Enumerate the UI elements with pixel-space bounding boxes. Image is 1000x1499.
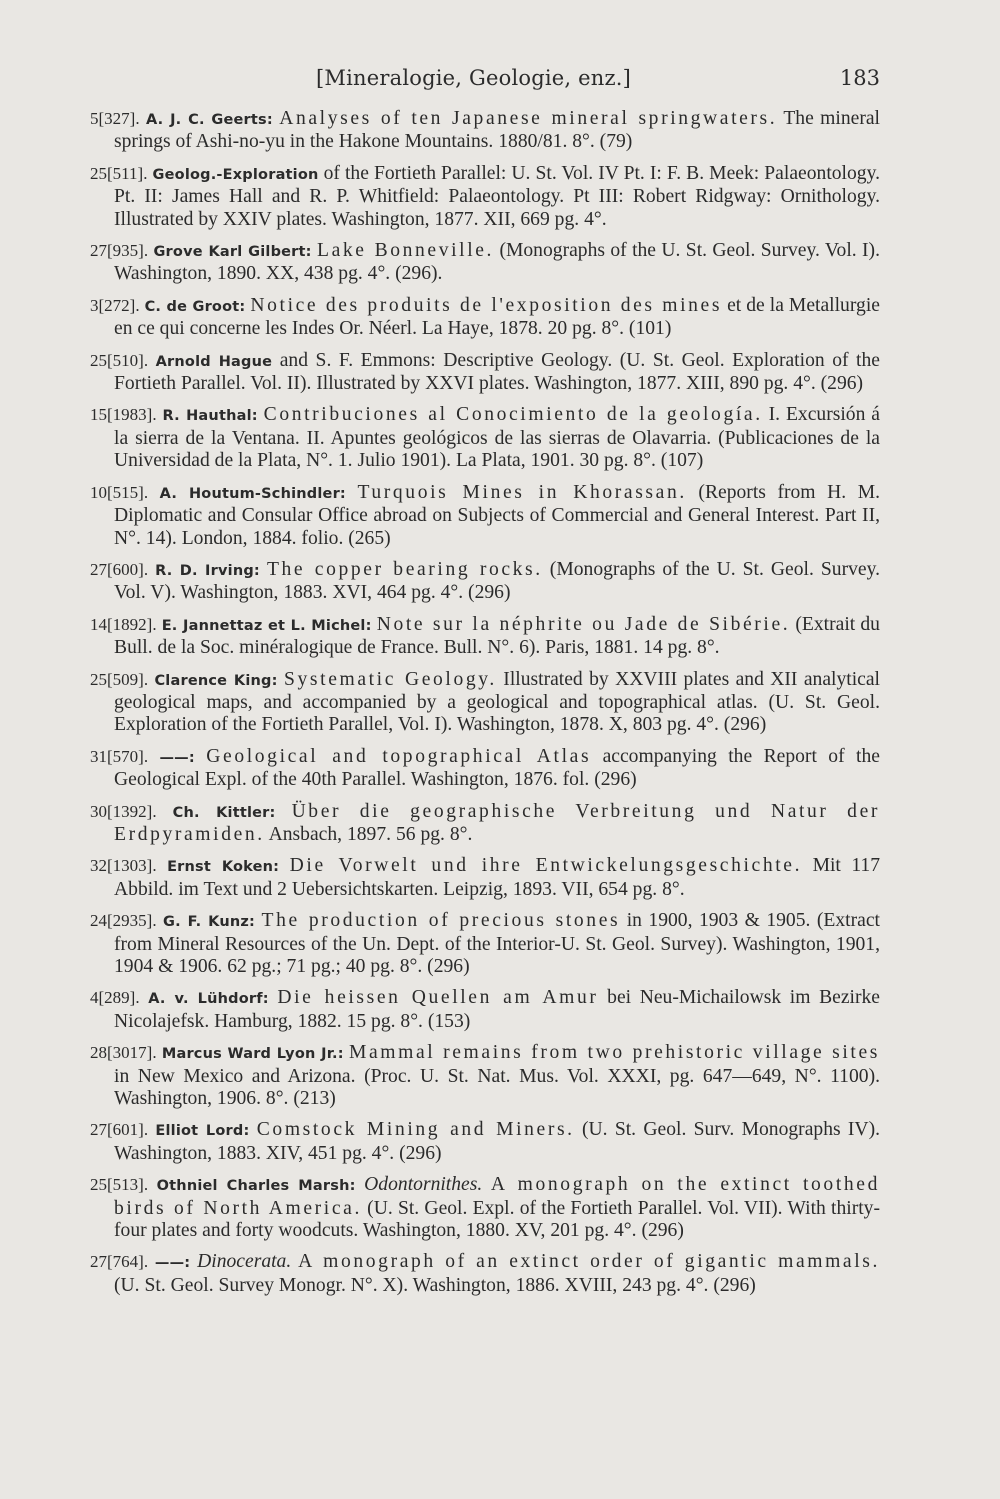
entry-author: A. Houtum-Schindler: [159, 485, 346, 502]
entry-italic-title: Odontornithes. [364, 1174, 483, 1196]
bibliography-entry [90, 163, 880, 231]
entry-details: in New Mexico and Arizona. (Proc. U. St. Nat. Mus. Vol. XXXI, pg. 647—649, N°. 1100). Washington, 1906. 8°. (213) [114, 1065, 880, 1110]
entry-author: ——: [154, 1255, 191, 1272]
bibliography-entry [90, 801, 880, 847]
entry-code: 30[1392]. [90, 801, 157, 821]
bibliography-entry [90, 108, 880, 154]
entry-author: Marcus Ward Lyon Jr.: [161, 1046, 344, 1063]
entry-details: Mit 117 Abbild. im Text und 2 Uebersichtskarten. Leipzig, 1893. VII, 654 pg. 8°. [114, 855, 881, 900]
entry-code: 27[935]. [90, 241, 149, 261]
entry-details: The mineral springs of Ashi-no-yu in the Hakone Mountains. 1880/81. 8°. (79) [114, 108, 880, 153]
entry-author: R. Hauthal: [162, 408, 258, 425]
entry-author: A. v. Lühdorf: [148, 991, 269, 1008]
entry-code: 3[272]. [90, 295, 140, 315]
entry-spaced-title: Note sur la néphrite ou Jade de Sibérie. [376, 613, 791, 635]
entry-spaced-title: A monograph of an extinct order of gigantic mammals. [298, 1251, 880, 1273]
entry-spaced-title: Contribuciones al Conocimiento de la geología. [263, 404, 763, 426]
entry-code: 24[2935]. [90, 911, 157, 931]
bibliography-entry [90, 1174, 880, 1242]
entry-spaced-title: Turquois Mines in Khorassan. [357, 481, 687, 503]
entry-author: Elliot Lord: [155, 1123, 250, 1140]
bibliography-entry [90, 482, 880, 550]
entry-spaced-title: Über die geographische Verbreitung und Natur der Erdpyramiden. [114, 800, 881, 845]
entry-details: Ansbach, 1897. 56 pg. 8°. [268, 823, 473, 845]
entry-spaced-title: Lake Bonneville. [317, 240, 495, 262]
bibliography-entry [90, 240, 880, 286]
entry-details: and S. F. Emmons: Descriptive Geology. (U. St. Geol. Exploration of the Fortieth Parallel. Vol. II). Illustrated by XXVI plates. Washington, 1877. XIII, 890 pg. 4°. (296) [114, 349, 880, 395]
entry-details: I. Excursión á la sierra de la Ventana. II. Apuntes geológicos de las sierras de Olavarria. (Publicaciones de la Universidad de la Plata, N°. 1. Julio 1901). La Plata, 1901. 30 pg. 8°. (107) [114, 404, 881, 472]
bibliography-entry [90, 1251, 880, 1297]
bibliography-entry [90, 404, 880, 472]
entry-author: R. D. Irving: [155, 562, 260, 579]
entry-code: 25[510]. [90, 350, 149, 370]
entry-spaced-title: Analyses of ten Japanese mineral springwaters. [279, 108, 778, 129]
bibliography-entry [90, 350, 880, 396]
entry-code: 31[570]. [90, 746, 149, 766]
entry-spaced-title: Notice des produits de l'exposition des mines [250, 294, 723, 316]
entry-code: 25[513]. [90, 1175, 149, 1195]
entry-code: 27[600]. [90, 559, 149, 579]
bibliography-entry [90, 1119, 880, 1165]
bibliography-entry [90, 910, 880, 978]
entry-spaced-title: The copper bearing rocks. [266, 558, 543, 580]
entry-author: Othniel Charles Marsh: [156, 1178, 356, 1195]
entry-spaced-title: Die Vorwelt und ihre Entwickelungsgeschichte. [289, 855, 803, 877]
entry-details: et de la Metallurgie en ce qui concerne les Indes Or. Néerl. La Haye, 1878. 20 pg. 8°. (101) [114, 294, 880, 340]
entry-details: of the Fortieth Parallel: U. St. Vol. IV Pt. I: F. B. Meek: Palaeontology. Pt. II: James Hall and R. P. Whitfield: Palaeontology. Pt III: Robert Ridgway: Ornithology. Illustrated by XXIV plates. Washington, 1877. XII, 669 pg. 4°. [114, 162, 881, 230]
entry-code: 25[511]. [90, 163, 148, 183]
page-number: 183 [839, 66, 880, 90]
bibliography-list [90, 108, 880, 1306]
entry-spaced-title: Die heissen Quellen am Amur [277, 987, 599, 1009]
entry-author: A. J. C. Geerts: [145, 112, 273, 128]
bibliography-entry [90, 987, 880, 1033]
entry-spaced-title: Mammal remains from two prehistoric village sites [348, 1042, 880, 1064]
entry-details: (Monographs of the U. St. Geol. Survey. Vol. V). Washington, 1883. XVI, 464 pg. 4°. (296) [114, 558, 881, 604]
entry-author: Clarence King: [154, 672, 278, 689]
page-header [90, 66, 880, 100]
entry-author: G. F. Kunz: [163, 914, 256, 931]
entry-code: 27[764]. [90, 1252, 149, 1272]
entry-italic-title: Dinocerata. [197, 1251, 292, 1273]
entry-details: (Extrait du Bull. de la Soc. minéralogique de France. Bull. N°. 6). Paris, 1881. 14 pg. 8°. [114, 613, 880, 659]
bibliography-entry [90, 855, 880, 901]
entry-author: Ernst Koken: [167, 859, 280, 876]
entry-spaced-title: A monograph on the extinct toothed birds of North America. [114, 1174, 880, 1219]
entry-details: (Monographs of the U. St. Geol. Survey. Vol. I). Washington, 1890. XX, 438 pg. 4°. (296). [114, 240, 880, 285]
entry-author: ——: [159, 749, 195, 766]
entry-details: Illustrated by XXVIII plates and XII analytical geological maps, and accompanied by a geological and topographical atlas. (U. St. Geol. Exploration of the Fortieth Parallel, Vol. I). Washington, 1878. X, 803 pg. 4°. (296) [114, 668, 880, 736]
entry-code: 15[1983]. [90, 405, 157, 425]
entry-author: E. Jannettaz et L. Michel: [161, 617, 372, 634]
entry-code: 28[3017]. [90, 1043, 157, 1063]
bibliography-entry [90, 746, 880, 792]
entry-details: accompanying the Report of the Geological Expl. of the 40th Parallel. Washington, 1876. fol. (296) [114, 745, 880, 791]
entry-spaced-title: Geological and topographical Atlas [206, 745, 592, 767]
entry-spaced-title: Systematic Geology. [284, 668, 497, 690]
entry-code: 27[601]. [90, 1120, 149, 1140]
entry-code: 25[509]. [90, 669, 149, 689]
bibliography-entry [90, 559, 880, 605]
entry-details: (U. St. Geol. Surv. Monographs IV). Washington, 1883. XIV, 451 pg. 4°. (296) [114, 1119, 881, 1164]
entry-details: (Reports from H. M. Diplomatic and Consular Office abroad on Subjects of Commercial and General Interest. Part II, N°. 14). London, 1884. folio. (265) [114, 481, 881, 549]
entry-author: Grove Karl Gilbert: [153, 244, 312, 261]
entry-code: 4[289]. [90, 988, 140, 1008]
entry-code: 5[327]. [90, 109, 140, 128]
bibliography-entry [90, 669, 880, 737]
entry-code: 14[1892]. [90, 614, 157, 634]
entry-details: (U. St. Geol. Survey Monogr. N°. X). Washington, 1886. XVIII, 243 pg. 4°. (296) [114, 1274, 756, 1296]
entry-author: C. de Groot: [144, 298, 246, 315]
entry-spaced-title: Comstock Mining and Miners. [256, 1119, 575, 1141]
entry-spaced-title: The production of precious stones [261, 910, 621, 932]
bibliography-entry [90, 295, 880, 341]
entry-details: (U. St. Geol. Expl. of the Fortieth Parallel. Vol. VII). With thirty-four plates and forty woodcuts. Washington, 1880. XV, 201 pg. 4°. (296) [114, 1197, 880, 1242]
bibliography-entry [90, 1042, 880, 1110]
entry-code: 10[515]. [90, 482, 149, 502]
bibliography-entry [90, 614, 880, 660]
running-title: [Mineralogie, Geologie, enz.] [316, 66, 632, 90]
entry-code: 32[1303]. [90, 856, 157, 876]
entry-author: Arnold Hague [155, 353, 273, 370]
entry-details: bei Neu-Michailowsk im Bezirke Nicolajefsk. Hamburg, 1882. 15 pg. 8°. (153) [114, 987, 880, 1032]
entry-author: Ch. Kittler: [172, 804, 276, 821]
entry-author: Geolog.-Exploration [152, 166, 319, 183]
entry-details: in 1900, 1903 & 1905. (Extract from Mineral Resources of the Un. Dept. of the Interior-U. St. Geol. Survey). Washington, 1901, 1904 & 1906. 62 pg.; 71 pg.; 40 pg. 8°. (296) [114, 910, 880, 977]
